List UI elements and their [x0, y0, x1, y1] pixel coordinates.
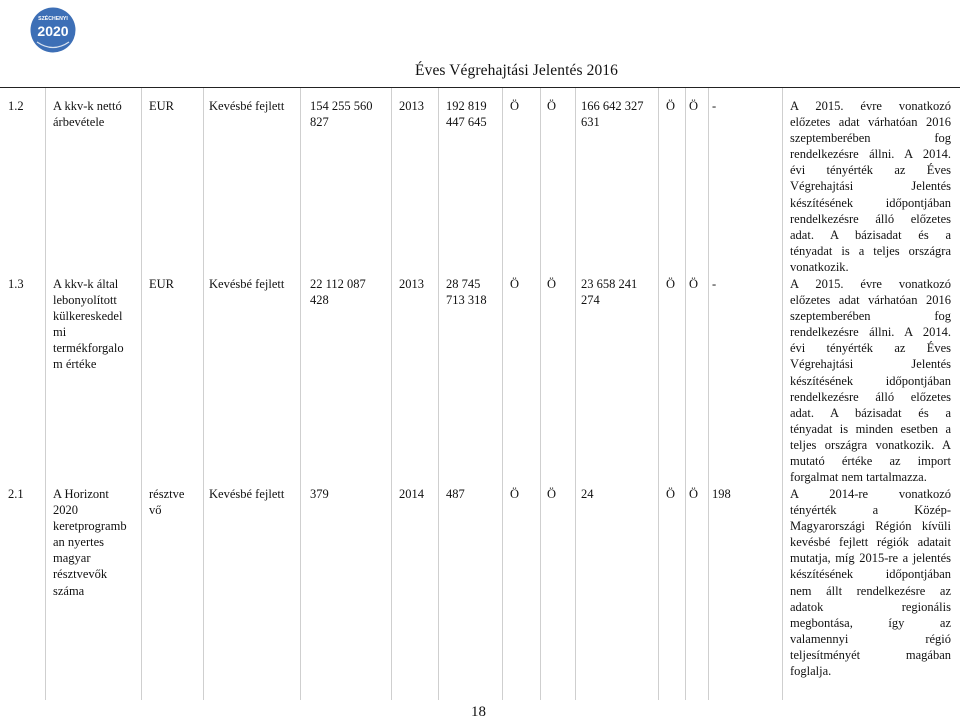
value-cell: 198 [712, 487, 731, 501]
value-cell: Ö [547, 487, 557, 501]
column-divider [45, 88, 46, 700]
actual-value: 166 642 327 631 [581, 99, 644, 130]
value-cell: Ö [689, 99, 699, 113]
value-cell: - [712, 277, 717, 291]
comment-cell: A 2015. évre vonatkozó előzetes adat várhatóan 2016 szeptemberében fog rendelkezésre állni. A 2014. évi tényérték az Éves Végrehajtási Jelentés készítésének időpontjában rendelkezésre álló előzetes adat. A bázisadat és a tényadat is minden esetben a teljes országra vonatkozik. A mutató értéke az import forgalmat nem tartalmazza. [790, 277, 951, 485]
column-divider [141, 88, 142, 700]
indicator-id: 2.1 [8, 487, 24, 501]
value-cell: Ö [666, 277, 676, 291]
column-divider [575, 88, 576, 700]
measurement-unit: résztve vő [149, 487, 185, 518]
value-cell: Ö [689, 487, 699, 501]
measurement-unit: EUR [149, 277, 174, 291]
region-category: Kevésbé fejlett [209, 99, 285, 113]
baseline-value: 154 255 560 827 [310, 99, 373, 130]
value-cell: Ö [510, 277, 520, 291]
baseline-value: 22 112 087 428 [310, 277, 366, 308]
indicator-id: 1.2 [8, 99, 24, 113]
value-cell: Ö [666, 99, 676, 113]
target-value: 192 819 447 645 [446, 99, 487, 130]
actual-value: 23 658 241 274 [581, 277, 638, 308]
target-value: 487 [446, 487, 465, 501]
base-year: 2013 [399, 99, 424, 113]
value-cell: Ö [510, 99, 520, 113]
column-divider [658, 88, 659, 700]
indicator-name: A Horizont 2020 keretprogramb an nyertes magyar résztvevők száma [53, 487, 127, 598]
value-cell: Ö [547, 99, 557, 113]
value-cell: Ö [666, 487, 676, 501]
actual-value: 24 [581, 487, 594, 501]
column-divider [540, 88, 541, 700]
baseline-value: 379 [310, 487, 329, 501]
value-cell: Ö [510, 487, 520, 501]
logo-line2: 2020 [37, 23, 69, 39]
column-divider [708, 88, 709, 700]
page-number: 18 [471, 704, 486, 720]
logo-line1: SZÉCHENYI [38, 16, 68, 22]
page-header-title: Éves Végrehajtási Jelentés 2016 [415, 62, 618, 79]
comment-cell: A 2015. évre vonatkozó előzetes adat várhatóan 2016 szeptemberében fog rendelkezésre állni. A 2014. évi tényérték az Éves Végrehajtási Jelentés készítésének időpontjában rendelkezésre álló előzetes adat. A bázisadat és a tényadat is a teljes országra vonatkozik. [790, 99, 951, 274]
column-divider [782, 88, 783, 700]
region-category: Kevésbé fejlett [209, 277, 285, 291]
base-year: 2014 [399, 487, 424, 501]
column-divider [300, 88, 301, 700]
szechenyi-2020-logo [30, 6, 76, 54]
header-rule [0, 87, 960, 88]
column-divider [391, 88, 392, 700]
column-divider [438, 88, 439, 700]
column-divider [685, 88, 686, 700]
indicator-name: A kkv-k által lebonyolított külkereskedel mi termékforgalo m értéke [53, 277, 124, 372]
value-cell: Ö [689, 277, 699, 291]
value-cell: - [712, 99, 717, 113]
measurement-unit: EUR [149, 99, 174, 113]
base-year: 2013 [399, 277, 424, 291]
target-value: 28 745 713 318 [446, 277, 487, 308]
comment-cell: A 2014-re vonatkozó tényérték a Közép- Magyarországi Régión kívüli kevésbé fejlett régiók adatait mutatja, míg 2015-re a jelentés készítésének időpontjában nem állt rendelkezésre az adatok regionális megbontása, így az valamennyi régió teljesítményét magában foglalja. [790, 487, 951, 679]
region-category: Kevésbé fejlett [209, 487, 285, 501]
indicator-id: 1.3 [8, 277, 24, 291]
value-cell: Ö [547, 277, 557, 291]
column-divider [203, 88, 204, 700]
indicator-name: A kkv-k nettó árbevétele [53, 99, 122, 130]
column-divider [502, 88, 503, 700]
